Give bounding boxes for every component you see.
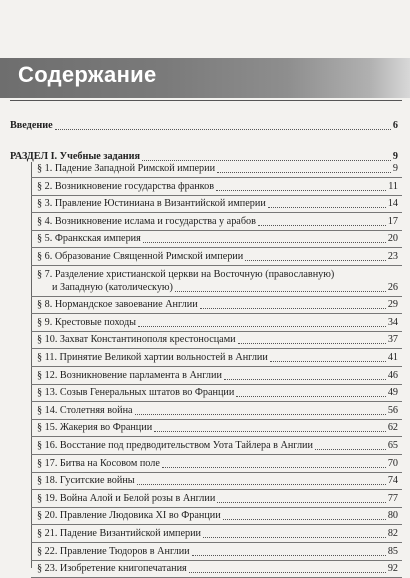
toc-row-divider (31, 454, 402, 455)
toc-leader-dots (238, 343, 386, 344)
toc-leader-dots (135, 414, 386, 415)
toc-entry-page: 46 (387, 369, 398, 381)
toc-row-divider (31, 265, 402, 266)
toc-leader-dots (55, 129, 391, 130)
toc-entry-page: 74 (387, 475, 398, 487)
toc-entry-label: § 11. Принятие Великой хартии вольностей в Англии (37, 352, 268, 363)
toc-entry-label: § 21. Падение Византийской империи (37, 528, 201, 539)
toc-row-divider (31, 401, 402, 402)
toc-entry-page: 41 (387, 352, 398, 363)
toc-row-divider (31, 472, 402, 473)
toc-entry-label: § 6. Образование Священной Римской империи (37, 251, 244, 262)
toc-row-divider (31, 195, 402, 196)
toc-entry-page: 62 (387, 422, 398, 434)
toc-leader-dots (200, 308, 386, 309)
toc-row-divider (31, 296, 402, 297)
toc-leader-dots (192, 555, 386, 556)
toc-entry-page: 17 (387, 215, 398, 227)
toc-entry-label: § 17. Битва на Косовом поле (37, 457, 160, 469)
toc-entry-label: § 19. Война Алой и Белой розы в Англии (37, 492, 216, 504)
toc-leader-dots (236, 396, 385, 397)
toc-entry-label: § 1. Падение Западной Римской империи (37, 163, 216, 174)
toc-leader-dots (270, 361, 386, 362)
toc-row-divider (31, 384, 402, 385)
toc-entry-label: § 7. Разделение христианской церкви на Восточную (православную) (37, 268, 335, 280)
toc-row-divider (31, 560, 402, 561)
toc-entry-page: 11 (388, 180, 398, 192)
toc-entry-label: РАЗДЕЛ I. Учебные задания (10, 151, 141, 162)
toc-entry-label: § 3. Правление Юстиниана в Византийской империи (37, 198, 266, 210)
toc-leader-dots (224, 379, 386, 380)
toc-row-divider (31, 524, 402, 525)
toc-entry-page: 49 (387, 387, 398, 399)
toc-entry-page: 29 (387, 299, 398, 311)
toc-entry-label: § 14. Столетняя война (37, 404, 133, 416)
toc-entry-page: 70 (387, 457, 398, 469)
toc-leader-dots (203, 537, 386, 538)
toc-entry-page: 9 (392, 151, 398, 162)
toc-leader-dots (217, 172, 391, 173)
toc-entry-label: § 13. Созыв Генеральных штатов во Франции (37, 387, 235, 399)
toc-entry-label: § 23. Изобретение книгопечатания (37, 563, 187, 575)
toc-leader-dots (137, 484, 386, 485)
toc-entry-label: § 9. Крестовые походы (37, 316, 136, 328)
toc-row-divider (31, 177, 402, 178)
toc-row-divider (31, 419, 402, 420)
toc-leader-dots (258, 225, 386, 226)
toc-row-divider (31, 313, 402, 314)
toc-leader-dots (217, 502, 386, 503)
toc-entry-page: 6 (392, 120, 398, 131)
toc-entry-label: § 10. Захват Константинополя крестоносцами (37, 334, 236, 346)
toc-leader-dots (223, 519, 386, 520)
toc-entry-label: § 8. Нормандское завоевание Англии (37, 299, 198, 311)
toc-entry-label: § 2. Возникновение государства франков (37, 180, 215, 192)
toc-leader-dots (154, 431, 386, 432)
toc-leader-dots (143, 242, 386, 243)
toc-entry-label-continued: и Западную (католическую) (52, 281, 173, 293)
toc-entry-page: 23 (387, 251, 398, 262)
toc-entry-label: § 20. Правление Людовика XI во Франции (37, 510, 221, 522)
toc-entry-label: § 22. Правление Тюдоров в Англии (37, 545, 190, 557)
toc-entry-page: 34 (387, 316, 398, 328)
toc-row-divider (31, 436, 402, 437)
toc-leader-dots (189, 572, 386, 573)
toc-row-divider (31, 348, 402, 349)
toc-entry-page: 82 (387, 528, 398, 539)
toc-entry-page: 85 (387, 545, 398, 557)
toc-entry-page: 77 (387, 492, 398, 504)
toc-entry-page: 80 (387, 510, 398, 522)
toc-entry-page: 92 (387, 563, 398, 575)
toc-leader-dots (142, 160, 391, 161)
toc-leader-dots (162, 467, 386, 468)
toc-entry-page: 37 (387, 334, 398, 346)
toc-entry-label: § 16. Восстание под предводительством Уота Тайлера в Англии (37, 440, 313, 451)
toc-leader-dots (315, 449, 386, 450)
toc-entry-page: 56 (387, 404, 398, 416)
toc-entry-label: § 15. Жакерия во Франции (37, 422, 153, 434)
toc-entry-page: 20 (387, 233, 398, 245)
toc-entry-label: § 12. Возникновение парламента в Англии (37, 369, 222, 381)
toc-leader-dots (245, 260, 386, 261)
toc-leader-dots (138, 326, 386, 327)
toc-leader-dots (268, 207, 386, 208)
page-title: Содержание (18, 62, 157, 87)
toc-entry-page: 65 (387, 440, 398, 451)
toc-entry-page: 14 (387, 198, 398, 210)
toc-row-divider (31, 507, 402, 508)
toc-row-divider (31, 489, 402, 490)
toc-entry-label: § 18. Гуситские войны (37, 475, 135, 487)
toc-row-divider (31, 230, 402, 231)
toc-row-divider (31, 331, 402, 332)
toc-row-divider (31, 366, 402, 367)
toc-row-divider (31, 247, 402, 248)
toc-entry-label: § 4. Возникновение ислама и государства у арабов (37, 215, 256, 227)
toc-entry-label: § 5. Франкская империя (37, 233, 141, 245)
toc-entry-page: 9 (392, 163, 398, 174)
toc-entry-label: Введение (10, 120, 53, 131)
toc-row-divider (31, 542, 402, 543)
toc-entry-page: 26 (387, 281, 398, 293)
toc-row-divider (31, 212, 402, 213)
toc-leader-dots (175, 291, 386, 292)
toc-leader-dots (216, 190, 386, 191)
